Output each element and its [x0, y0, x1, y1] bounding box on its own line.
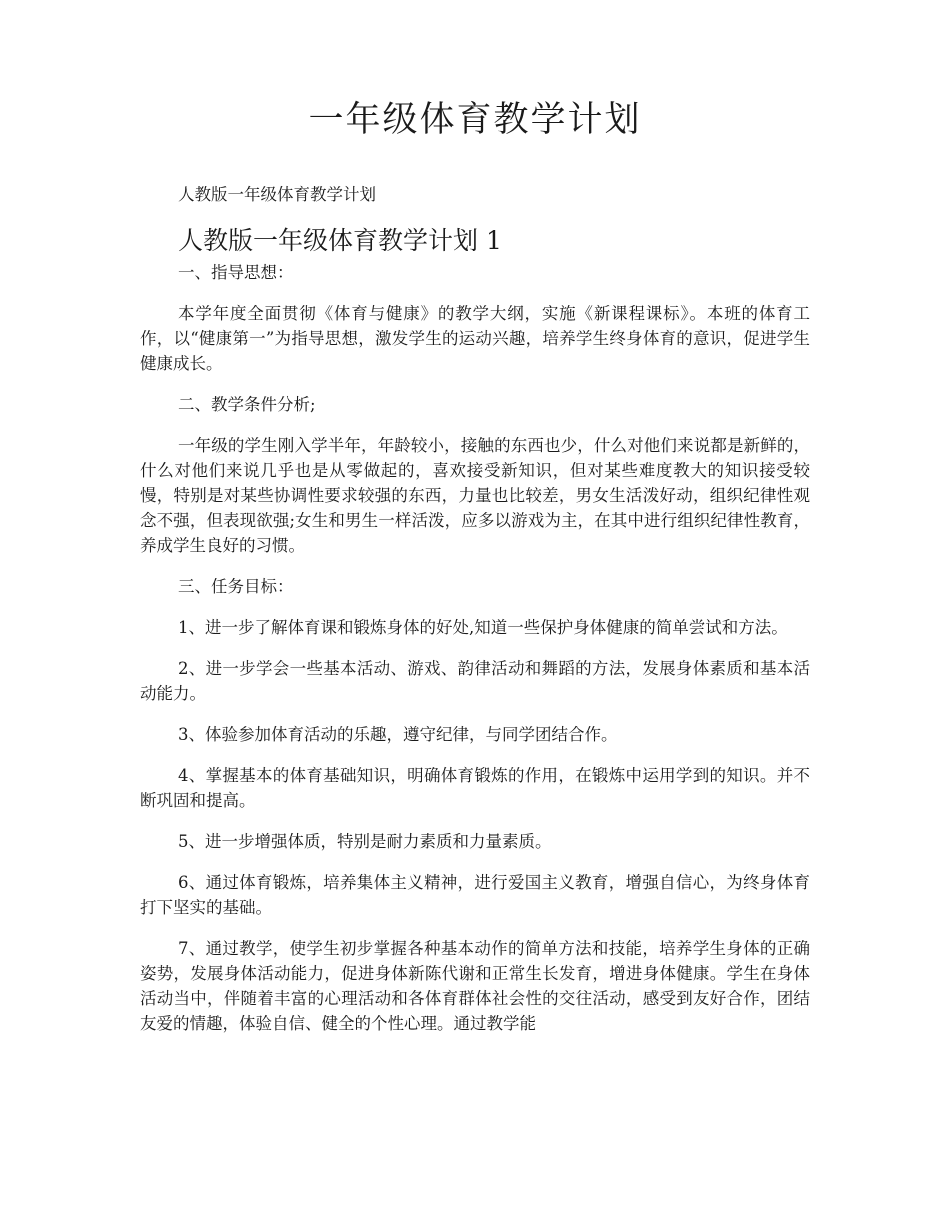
paragraph-teaching-conditions: 一年级的学生刚入学半年，年龄较小，接触的东西也少，什么对他们来说都是新鲜的，什么对他们来说几乎也是从零做起的，喜欢接受新知识，但对某些难度教大的知识接受较慢，特别是对某些协调性要求较强的东西，力量也比较差，男女生活泼好动，组织纪律性观念不强，但表现欲强;女生和男生一样活泼，应多以游戏为主，在其中进行组织纪律性教育，养成学生良好的习惯。	[140, 436, 810, 555]
document-page	[140, 0, 810, 1036]
document-body	[140, 260, 810, 1036]
goal-item-5: 5、进一步增强体质，特别是耐力素质和力量素质。	[178, 832, 552, 851]
goal-item-1: 1、进一步了解体育课和锻炼身体的好处,知道一些保护身体健康的简单尝试和方法。	[178, 618, 788, 637]
goal-item-6: 6、通过体育锻炼，培养集体主义精神，进行爱国主义教育，增强自信心，为终身体育打下坚实的基础。	[140, 873, 810, 917]
goal-item-4: 4、掌握基本的体育基础知识，明确体育锻炼的作用，在锻炼中运用学到的知识。并不断巩固和提高。	[140, 766, 810, 810]
goal-item-3: 3、体验参加体育活动的乐趣，遵守纪律，与同学团结合作。	[178, 725, 618, 744]
goal-item-2: 2、进一步学会一些基本活动、游戏、韵律活动和舞蹈的方法，发展身体素质和基本活动能力。	[140, 659, 810, 703]
heading-guiding-ideology: 一、指导思想：	[178, 263, 294, 282]
document-subtitle: 人教版一年级体育教学计划	[178, 185, 376, 204]
section-heading: 人教版一年级体育教学计划 1	[178, 226, 502, 255]
document-title: 一年级体育教学计划	[308, 100, 642, 140]
goal-item-7: 7、通过教学，使学生初步掌握各种基本动作的简单方法和技能，培养学生身体的正确姿势，发展身体活动能力，促进身体新陈代谢和正常生长发育，增进身体健康。学生在身体活动当中，伴随着丰富的心理活动和各体育群体社会性的交往活动，感受到友好合作，团结友爱的情趣，体验自信、健全的个性心理。通过教学能	[140, 939, 810, 1033]
heading-task-goals: 三、任务目标：	[178, 577, 294, 596]
paragraph-guiding-ideology: 本学年度全面贯彻《体育与健康》的教学大纲，实施《新课程课标》。本班的体育工作，以“健康第一”为指导思想，激发学生的运动兴趣，培养学生终身体育的意识，促进学生健康成长。	[140, 304, 810, 373]
heading-teaching-conditions: 二、教学条件分析;	[178, 395, 316, 414]
